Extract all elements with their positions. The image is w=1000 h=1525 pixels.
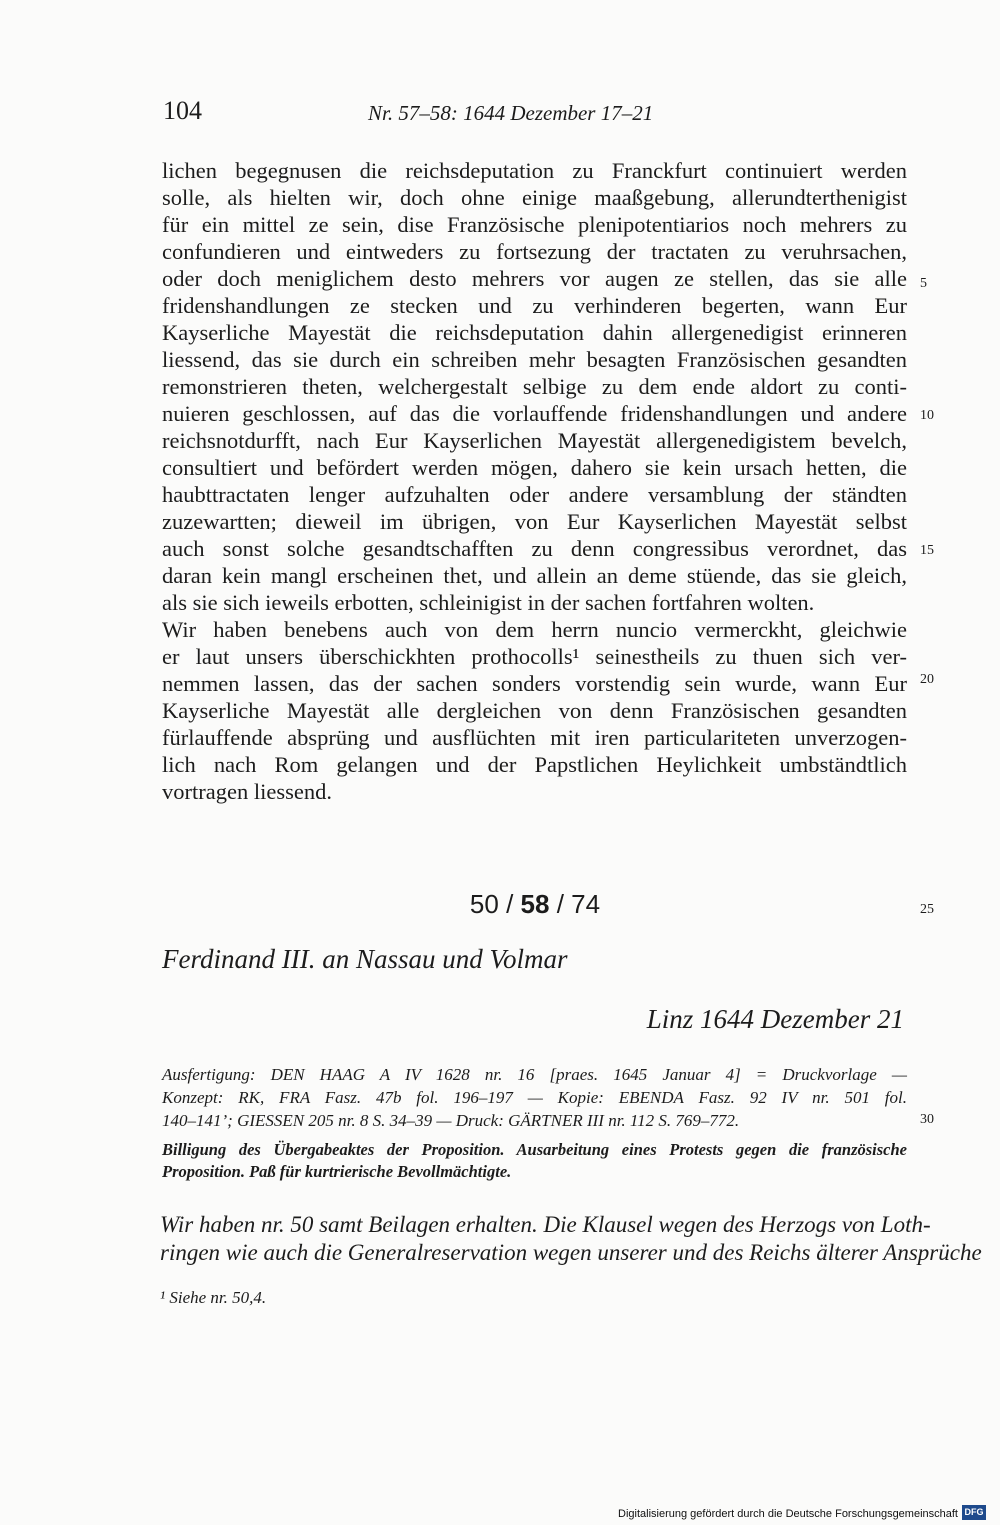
body-line: fridenshandlungen ze stecken und zu verhinderen begerten, wann Eur <box>162 293 907 318</box>
regest-line: Wir haben nr. 50 samt Beilagen erhalten. Die Klausel wegen des Herzogs von Loth- <box>160 1212 931 1237</box>
body-line: oder doch meniglichem desto mehrers vor augen ze stellen, das sie alle <box>162 266 907 291</box>
dfg-logo: DFG <box>962 1505 986 1520</box>
body-line: reichsnotdurfft, nach Eur Kayserlichen Mayestät allergenedigistem bevelch, <box>162 428 907 453</box>
body-line: Wir haben benebens auch von dem herrn nuncio vermerckht, gleichwie <box>162 617 907 642</box>
body-line: consultiert und befördert werden mögen, dahero sie kein ursach hetten, die <box>162 455 907 480</box>
line-number: 20 <box>920 672 934 687</box>
body-line: Kayserliche Mayestät die reichsdeputation dahin allergenedigist erinneren <box>162 320 907 345</box>
body-line: lichen begegnusen die reichsdeputation zu Franckfurt continuiert werden <box>162 158 907 183</box>
body-line: vortragen liessend. <box>162 779 332 804</box>
summary-line: Billigung des Übergabeaktes der Proposition. Ausarbeitung eines Protests gegen die französische <box>162 1140 907 1159</box>
body-line: lich nach Rom gelangen und der Papstlichen Heylichkeit umbständtlich <box>162 752 907 777</box>
body-line: haubttractaten lenger aufzuhalten oder andere versamblung der ständten <box>162 482 907 507</box>
footnote: ¹ Siehe nr. 50,4. <box>160 1288 267 1307</box>
body-line: er laut unsers überschickhten prothocolls¹ seinestheils zu thuen sich ver- <box>162 644 907 669</box>
body-line: daran kein mangl erscheinen thet, und allein an deme stüende, das sie gleich, <box>162 563 907 588</box>
line-number: 10 <box>920 408 934 423</box>
body-line: zuzewartten; dieweil im übrigen, von Eur Kayserlichen Mayestät selbst <box>162 509 907 534</box>
body-line: liessend, das sie durch ein schreiben mehr besagten Französischen gesandten <box>162 347 907 372</box>
summary-line: Proposition. Paß für kurtrierische Bevollmächtigte. <box>162 1162 512 1181</box>
document-number: 50 / 58 / 74 <box>469 889 601 919</box>
regest-line: ringen wie auch die Generalreservation wegen unserer und des Reichs älterer Ansprüche <box>160 1240 982 1265</box>
document-number-right: 74 <box>571 889 601 919</box>
source-line: Ausfertigung: DEN HAAG A IV 1628 nr. 16 [praes. 1645 Januar 4] = Druckvorlage — <box>162 1065 907 1084</box>
body-line: als sie sich ieweils erbotten, schleinigist in der sachen fortfahren wolten. <box>162 590 815 615</box>
document-title: Ferdinand III. an Nassau und Volmar <box>162 944 568 974</box>
body-line: nemmen lassen, das der sachen sonders vorstendig sein wurde, wann Eur <box>162 671 907 696</box>
running-title: Nr. 57–58: 1644 Dezember 17–21 <box>368 101 654 125</box>
line-number: 5 <box>920 276 927 291</box>
source-line: Konzept: RK, FRA Fasz. 47b fol. 196–197 — Kopie: EBENDA Fasz. 92 IV nr. 501 fol. <box>162 1088 907 1107</box>
page-number: 104 <box>163 96 202 125</box>
body-line: solle, als hielten wir, doch ohne einige maaßgebung, allerundterthenigist <box>162 185 907 210</box>
body-line: nuieren geschlossen, auf das die vorlauffende fridenshandlungen und andere <box>162 401 907 426</box>
digitization-credit: Digitalisierung gefördert durch die Deutsche Forschungsgemeinschaft <box>618 1508 958 1520</box>
body-line: fürlauffende absprüng und ausflüchten mit iren particulariteten unverzogen- <box>162 725 907 750</box>
body-line: remonstrieren theten, welchergestalt selbige zu dem ende aldort zu conti- <box>162 374 907 399</box>
body-line: auch sonst solche gesandtschafften zu denn congressibus verordnet, das <box>162 536 907 561</box>
body-line: Kayserliche Mayestät alle dergleichen von denn Französischen gesandten <box>162 698 907 723</box>
line-number: 30 <box>920 1112 934 1127</box>
line-number: 25 <box>920 902 934 917</box>
body-line: confundieren und eintweders zu fortsezung der tractaten zu veruhrsachen, <box>162 239 907 264</box>
body-line: für ein mittel ze sein, dise Französische plenipotentiarios noch mehrers zu <box>162 212 907 237</box>
document-number-main: 58 <box>520 889 550 919</box>
document-number-left: 50 <box>469 889 499 919</box>
document-place-date: Linz 1644 Dezember 21 <box>646 1004 904 1034</box>
line-number: 15 <box>920 543 934 558</box>
source-line: 140–141’; GIESSEN 205 nr. 8 S. 34–39 — Druck: GÄRTNER III nr. 112 S. 769–772. <box>162 1111 740 1130</box>
